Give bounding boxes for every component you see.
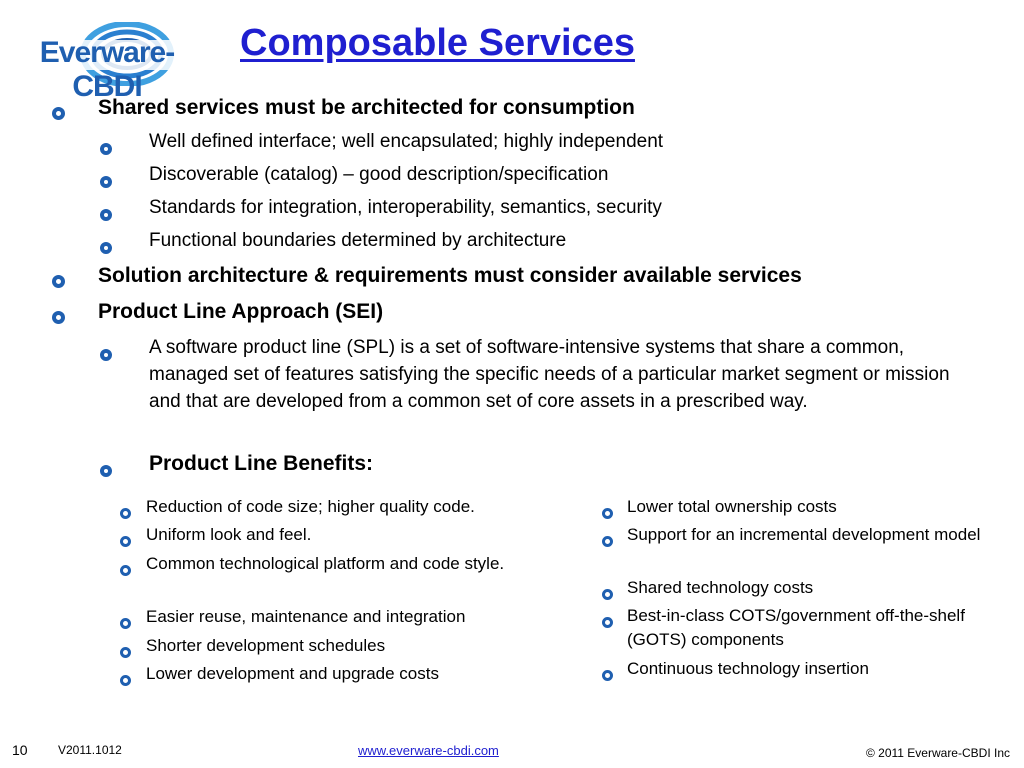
benefit-right-item [602, 495, 992, 519]
sub-bullet-text: Well defined interface; well encapsulated; highly independent [149, 131, 664, 152]
benefit-right-item [602, 523, 992, 547]
page-number: 10 [12, 742, 28, 758]
logo-text: Everware-CBDI [39, 36, 175, 103]
benefit-left-item [120, 495, 540, 519]
benefit-text: Shorter development schedules [146, 636, 386, 655]
sub-bullet [100, 128, 663, 155]
benefit-text: Continuous technology insertion [627, 659, 869, 678]
benefit-left-item [120, 662, 540, 686]
footer-link[interactable]: www.everware-cbdi.com [358, 743, 499, 758]
bullet-icon [602, 536, 613, 547]
copyright-text: © 2011 Everware-CBDI Inc [865, 746, 1010, 760]
bullet-icon [120, 618, 131, 629]
benefit-text: Best-in-class COTS/government off-the-shelf (GOTS) components [627, 606, 965, 649]
benefit-text: Uniform look and feel. [146, 525, 312, 544]
sub-bullet [100, 161, 608, 188]
benefit-right-item [602, 604, 992, 652]
bullet-icon [120, 675, 131, 686]
bullet-icon [100, 209, 112, 221]
bullet-icon [52, 275, 65, 288]
benefit-left-item [120, 634, 540, 658]
benefit-text: Lower total ownership costs [627, 497, 837, 516]
benefit-right-item [602, 576, 992, 600]
bullet-icon [100, 143, 112, 155]
version-label: V2011.1012 [58, 743, 122, 757]
sub-bullet-text: Standards for integration, interoperability, semantics, security [149, 197, 662, 218]
sub-bullet-text: A software product line (SPL) is a set of software-intensive systems that share a common, managed set of features satisfying the specific needs of a particular market segment or mission and that are developed from a common set of core assets in a prescribed way. [149, 337, 950, 412]
page-title: Composable Services [240, 22, 635, 64]
benefit-left-item [120, 552, 520, 576]
benefit-text: Easier reuse, maintenance and integration [146, 607, 466, 626]
sub-bullet-text: Discoverable (catalog) – good description/specification [149, 164, 609, 185]
benefit-text: Common technological platform and code style. [146, 554, 505, 573]
bullet-icon [120, 536, 131, 547]
benefit-text: Support for an incremental development model [627, 525, 981, 544]
sub-bullet-benefits [100, 452, 373, 476]
benefit-left-item [120, 523, 540, 547]
benefit-text: Lower development and upgrade costs [146, 664, 439, 683]
sub-bullet [100, 194, 662, 221]
bullet-product-line [52, 300, 383, 324]
company-logo [22, 22, 192, 103]
bullet-icon [100, 465, 112, 477]
sub-bullet [100, 227, 566, 254]
benefit-left-item [120, 605, 540, 629]
bullet-icon [602, 617, 613, 628]
bullet-icon [52, 107, 65, 120]
bullet-shared-services [52, 96, 635, 120]
sub-bullet-spl-definition [100, 334, 970, 415]
bullet-icon [602, 589, 613, 600]
bullet-icon [100, 349, 112, 361]
benefit-right-item [602, 657, 992, 681]
bullet-solution-architecture [52, 264, 802, 288]
bullet-icon [120, 565, 131, 576]
sub-bullet-text: Functional boundaries determined by architecture [149, 230, 567, 251]
benefit-text: Shared technology costs [627, 578, 814, 597]
bullet-text: Product Line Approach (SEI) [98, 300, 384, 323]
benefit-text: Reduction of code size; higher quality code. [146, 497, 475, 516]
bullet-icon [100, 242, 112, 254]
bullet-icon [602, 508, 613, 519]
bullet-icon [120, 508, 131, 519]
bullet-icon [52, 311, 65, 324]
bullet-text: Shared services must be architected for consumption [98, 96, 635, 119]
bullet-text: Solution architecture & requirements must consider available services [98, 264, 802, 287]
bullet-icon [100, 176, 112, 188]
sub-bullet-text: Product Line Benefits: [149, 452, 374, 475]
bullet-icon [602, 670, 613, 681]
bullet-icon [120, 647, 131, 658]
